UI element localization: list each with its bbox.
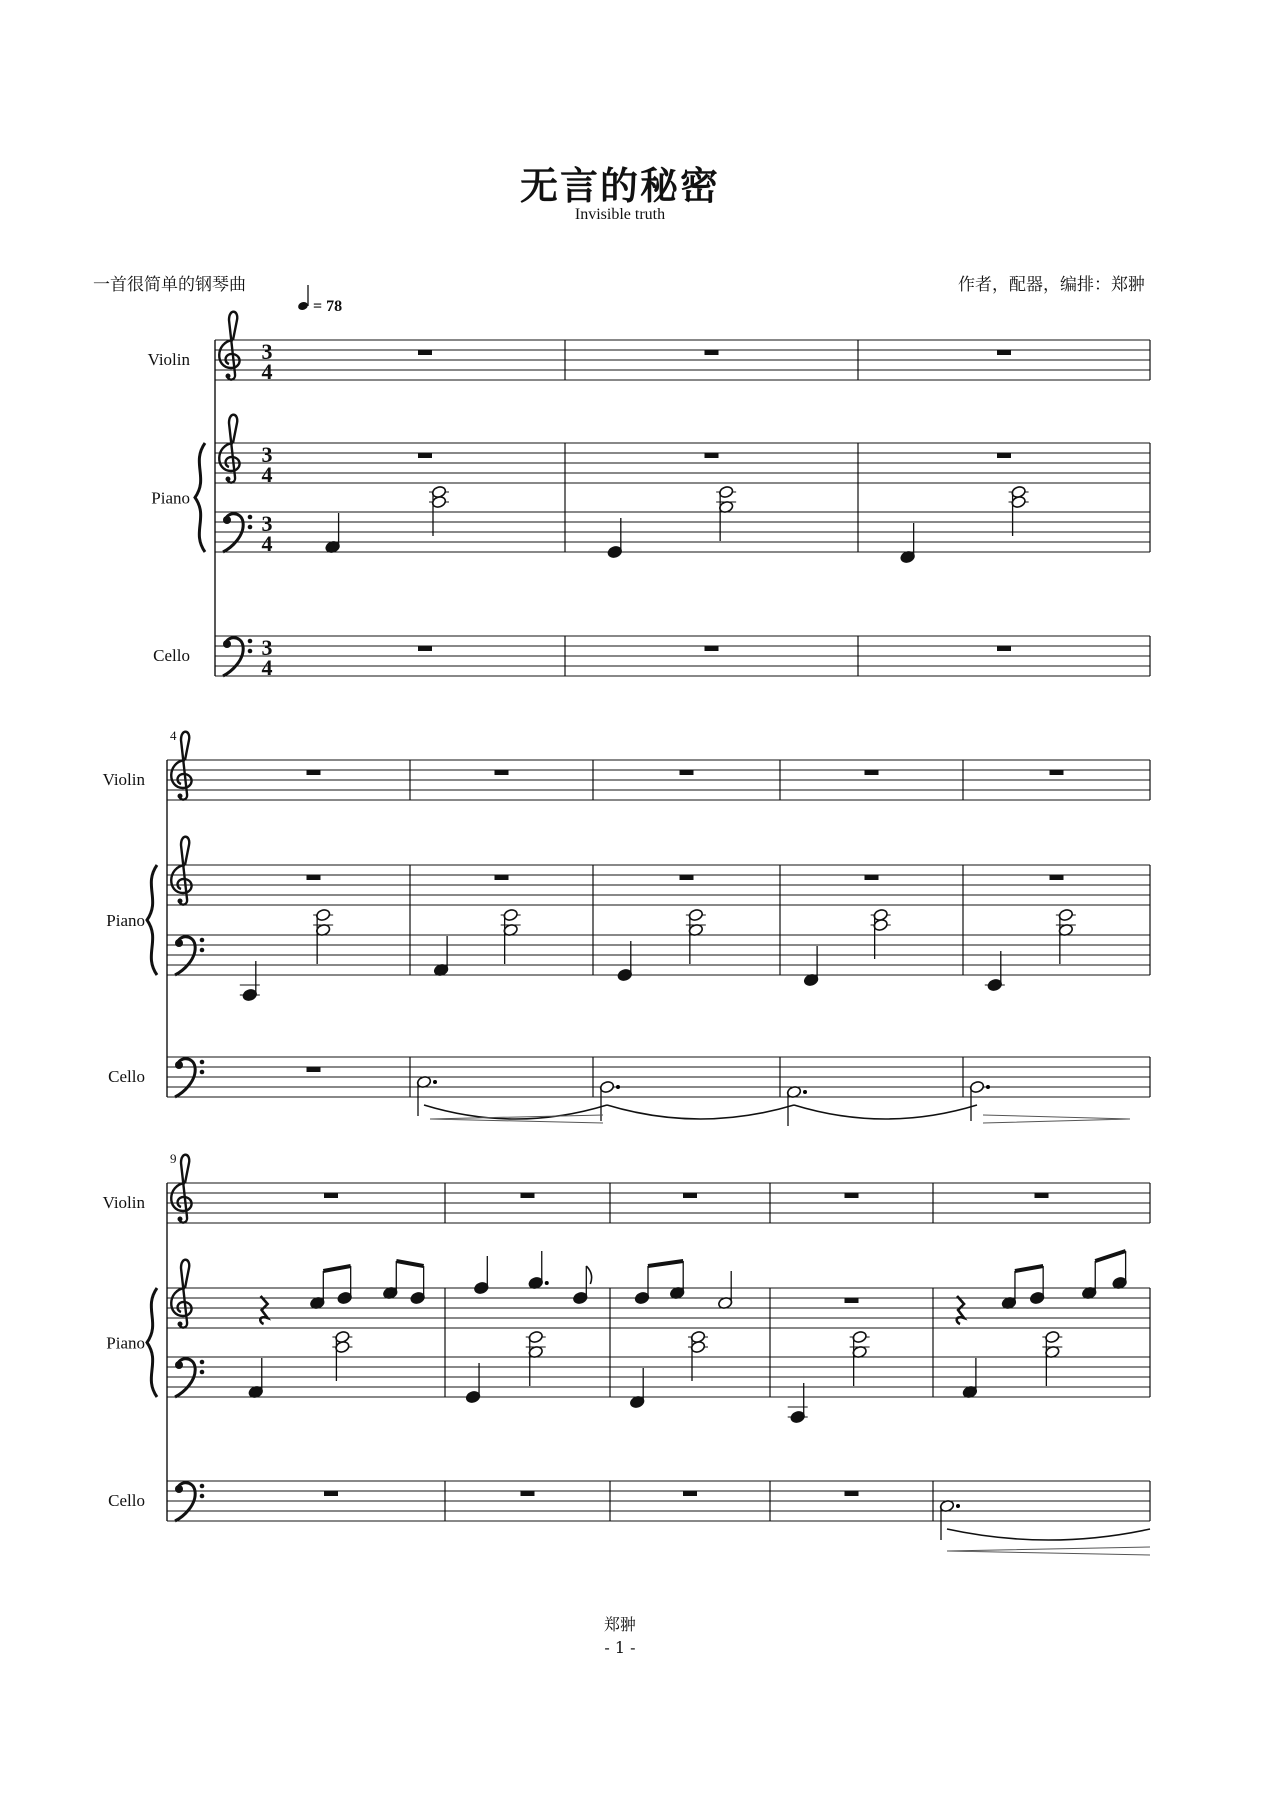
- slur: [794, 1105, 977, 1119]
- page-subtitle: Invisible truth: [574, 206, 666, 223]
- page-title: 无言的秘密: [519, 163, 720, 208]
- violin-label: Violin: [102, 770, 145, 789]
- violin-staff: [167, 1183, 1150, 1223]
- whole-rest: [307, 875, 321, 880]
- beam: [1095, 1251, 1125, 1261]
- time-signature-denominator: 4: [261, 531, 273, 556]
- time-signature-numerator: 3: [261, 635, 273, 660]
- whole-rest: [521, 1491, 535, 1496]
- whole-rest: [705, 646, 719, 651]
- whole-rest: [680, 770, 694, 775]
- time-signature-denominator: 4: [261, 359, 273, 384]
- flag: [586, 1266, 591, 1284]
- cello-staff: [167, 1057, 1150, 1097]
- treble-clef: [219, 415, 239, 483]
- whole-rest: [680, 875, 694, 880]
- piano-label: Piano: [106, 1333, 145, 1353]
- bass-clef: [223, 638, 252, 676]
- quarter-rest: [957, 1296, 964, 1324]
- cello-staff: [215, 636, 1150, 676]
- time-signature-numerator: 3: [261, 511, 273, 536]
- dot: [803, 1090, 807, 1094]
- measure-number: 4: [170, 728, 177, 743]
- dot: [986, 1085, 990, 1089]
- whole-rest: [495, 875, 509, 880]
- whole-rest: [418, 350, 432, 355]
- beam: [323, 1266, 350, 1271]
- piano-label: Piano: [106, 911, 145, 930]
- beam: [396, 1261, 423, 1266]
- violin-label: Violin: [147, 350, 190, 369]
- dot: [433, 1080, 437, 1084]
- violin-label: Violin: [102, 1193, 145, 1212]
- whole-rest: [683, 1491, 697, 1496]
- treble-clef: [171, 1260, 191, 1328]
- violin-staff: [167, 760, 1150, 800]
- treble-clef: [171, 837, 191, 905]
- tempo-marking: = 78: [313, 298, 343, 315]
- crescendo-hairpin: [947, 1547, 1150, 1555]
- cello-label: Cello: [153, 646, 190, 665]
- quarter-rest: [260, 1296, 267, 1324]
- whole-rest: [324, 1193, 338, 1198]
- page-number: - 1 -: [604, 1638, 636, 1657]
- piano-staff: [167, 1357, 1150, 1397]
- dot: [545, 1281, 549, 1285]
- piano-staff: [167, 865, 1150, 905]
- whole-rest: [307, 770, 321, 775]
- whole-rest: [865, 875, 879, 880]
- piano-brace: [195, 443, 205, 552]
- bass-clef: [223, 514, 252, 552]
- beam: [648, 1261, 683, 1266]
- measure-number: 9: [170, 1151, 177, 1166]
- piece-description: 一首很简单的钢琴曲: [93, 275, 246, 295]
- bass-clef: [175, 1059, 204, 1097]
- whole-rest: [997, 453, 1011, 458]
- decrescendo-hairpin: [983, 1115, 1130, 1123]
- piano-brace: [147, 1288, 157, 1397]
- piano-staff: [167, 935, 1150, 975]
- slur: [607, 1105, 794, 1119]
- piano-staff: [215, 512, 1150, 552]
- time-signature-numerator: 3: [261, 339, 273, 364]
- whole-rest: [705, 350, 719, 355]
- whole-rest: [418, 453, 432, 458]
- cello-label: Cello: [108, 1067, 145, 1086]
- time-signature-denominator: 4: [261, 462, 273, 487]
- cello-label: Cello: [108, 1491, 145, 1510]
- time-signature-denominator: 4: [261, 655, 273, 680]
- whole-rest: [1050, 770, 1064, 775]
- violin-staff: [215, 340, 1150, 380]
- piano-brace: [147, 865, 157, 975]
- whole-rest: [845, 1491, 859, 1496]
- piano-staff: [215, 443, 1150, 483]
- bass-clef: [175, 937, 204, 975]
- whole-rest: [1050, 875, 1064, 880]
- bass-clef: [175, 1359, 204, 1397]
- tempo-note: [297, 301, 309, 312]
- whole-rest: [418, 646, 432, 651]
- bass-clef: [175, 1483, 204, 1521]
- whole-rest: [495, 770, 509, 775]
- dot: [616, 1085, 620, 1089]
- whole-rest: [1035, 1193, 1049, 1198]
- whole-rest: [324, 1491, 338, 1496]
- whole-rest: [521, 1193, 535, 1198]
- piano-label: Piano: [151, 488, 190, 508]
- composer-credits: 作者，配器，编排：郑翀: [958, 275, 1145, 295]
- cello-staff: [167, 1481, 1150, 1521]
- whole-rest: [845, 1298, 859, 1303]
- whole-rest: [705, 453, 719, 458]
- whole-rest: [997, 646, 1011, 651]
- whole-rest: [845, 1193, 859, 1198]
- whole-rest: [683, 1193, 697, 1198]
- whole-rest: [307, 1067, 321, 1072]
- dot: [956, 1504, 960, 1508]
- treble-clef: [219, 312, 239, 380]
- footer-composer: 郑翀: [603, 1615, 636, 1634]
- beam: [1015, 1266, 1043, 1271]
- whole-rest: [865, 770, 879, 775]
- time-signature-numerator: 3: [261, 442, 273, 467]
- whole-rest: [997, 350, 1011, 355]
- slur: [947, 1529, 1150, 1540]
